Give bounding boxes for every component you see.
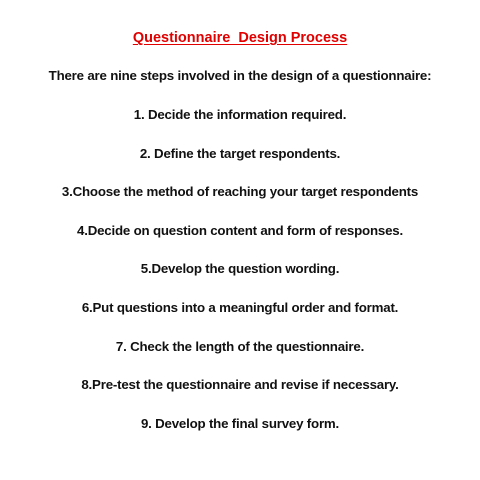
step-item-4: 4.Decide on question content and form of responses.	[77, 222, 403, 238]
step-item-5: 5.Develop the question wording.	[140, 261, 340, 277]
document-title: Questionnaire Design Process	[132, 30, 348, 46]
step-item-6: 6.Put questions into a meaningful order and format.	[81, 299, 399, 315]
step-item-7: 7. Check the length of the questionnaire.	[115, 338, 365, 354]
step-item-3: 3.Choose the method of reaching your target respondents	[61, 184, 419, 200]
step-item-9: 9. Develop the final survey form.	[140, 415, 340, 431]
step-item-8: 8.Pre-test the questionnaire and revise if necessary.	[81, 377, 399, 393]
steps-list	[0, 107, 480, 454]
step-item-1: 1. Decide the information required.	[133, 107, 347, 122]
intro-text: There are nine steps involved in the design of a questionnaire:	[48, 68, 432, 83]
step-item-2: 2. Define the target respondents.	[139, 145, 341, 161]
